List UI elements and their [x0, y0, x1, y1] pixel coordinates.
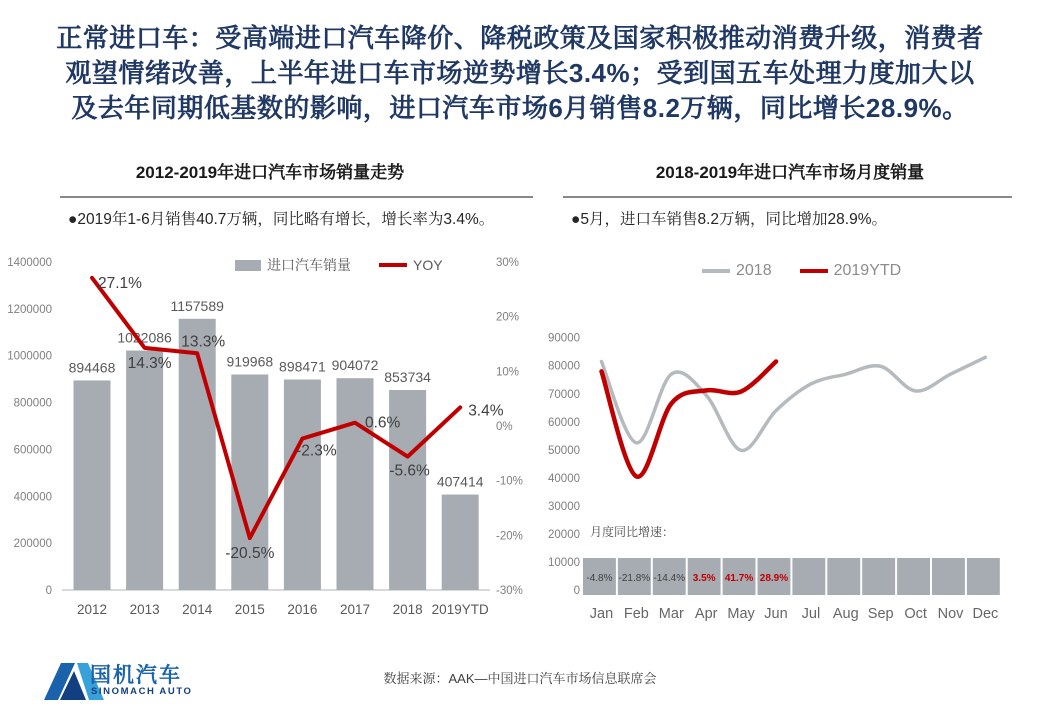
growth-row-label: 月度同比增速： [590, 525, 675, 539]
svg-text:10000: 10000 [548, 556, 580, 569]
svg-text:3.4%: 3.4% [468, 402, 504, 420]
svg-text:Feb: Feb [623, 606, 649, 622]
svg-text:2018: 2018 [392, 602, 423, 617]
growth-box [862, 558, 895, 595]
svg-text:Oct: Oct [904, 606, 927, 622]
headline-line-2: 观望情绪改善，上半年进口车市场逆势增长3.4%；受到国五车处理力度加大以 [65, 58, 975, 88]
svg-text:30%: 30% [496, 257, 520, 269]
svg-text:1022086: 1022086 [117, 329, 172, 346]
data-source-text: 数据来源：AAK—中国进口汽车市场信息联席会 [383, 671, 657, 686]
svg-text:-20.5%: -20.5% [225, 545, 275, 563]
monthly-sales-chart [540, 240, 1040, 630]
svg-text:14.3%: 14.3% [127, 354, 172, 372]
title-divider [60, 196, 533, 198]
svg-text:2015: 2015 [234, 602, 265, 617]
svg-text:-21.8%: -21.8% [618, 573, 651, 584]
svg-text:Mar: Mar [658, 606, 684, 622]
y-axis-ticks [548, 333, 580, 597]
svg-text:40000: 40000 [548, 472, 580, 485]
svg-text:-30%: -30% [496, 585, 523, 598]
svg-text:70000: 70000 [548, 388, 580, 401]
sales-trend-section [0, 150, 540, 635]
logo-name-en: SINOMACH AUTO [91, 686, 193, 697]
svg-text:-20%: -20% [496, 530, 523, 543]
svg-text:90000: 90000 [548, 332, 580, 345]
svg-text:Aug: Aug [832, 606, 859, 622]
svg-text:-5.6%: -5.6% [389, 462, 430, 480]
svg-text:-2.3%: -2.3% [296, 442, 337, 460]
svg-text:28.9%: 28.9% [759, 573, 789, 584]
svg-text:Jul: Jul [801, 606, 821, 622]
month-labels [590, 606, 998, 622]
growth-box [792, 558, 825, 595]
growth-box [827, 558, 860, 595]
svg-text:-10%: -10% [496, 475, 523, 488]
svg-text:41.7%: 41.7% [724, 573, 754, 584]
svg-text:3.5%: 3.5% [692, 573, 716, 584]
x-axis-labels [77, 602, 489, 617]
svg-text:10%: 10% [496, 366, 520, 379]
svg-text:Jan: Jan [589, 606, 614, 622]
sales-trend-chart [0, 240, 540, 630]
svg-text:2012: 2012 [76, 602, 108, 617]
svg-text:919968: 919968 [226, 353, 274, 370]
svg-text:30000: 30000 [548, 500, 580, 513]
svg-text:904072: 904072 [331, 357, 379, 374]
svg-text:2019YTD: 2019YTD [431, 602, 489, 617]
svg-text:50000: 50000 [548, 444, 580, 457]
monthly-sales-title: 2018-2019年进口汽车市场月度销量 [655, 163, 925, 182]
headline [40, 21, 1000, 126]
svg-text:600000: 600000 [13, 444, 52, 457]
svg-text:407414: 407414 [436, 473, 484, 490]
sales-bar [126, 351, 163, 590]
series-2019-label: 2019YTD [833, 262, 902, 279]
svg-text:1400000: 1400000 [7, 257, 52, 269]
svg-text:20000: 20000 [548, 528, 580, 541]
bar-series-label: 进口汽车销量 [267, 257, 351, 273]
svg-text:Sep: Sep [867, 606, 894, 622]
svg-text:894468: 894468 [68, 359, 116, 376]
svg-text:60000: 60000 [548, 416, 580, 429]
title-divider [563, 196, 1012, 198]
svg-text:800000: 800000 [13, 397, 52, 410]
svg-text:20%: 20% [496, 311, 520, 324]
svg-text:Apr: Apr [694, 606, 718, 622]
headline-line-3: 及去年同期低基数的影响，进口汽车市场6月销售8.2万辆，同比增长28.9%。 [71, 93, 969, 123]
growth-box [967, 558, 1000, 595]
svg-text:May: May [727, 606, 755, 622]
svg-text:0: 0 [573, 584, 580, 597]
series-2018-label: 2018 [736, 262, 772, 279]
sales-trend-title: 2012-2019年进口汽车市场销量走势 [135, 163, 405, 182]
svg-text:1200000: 1200000 [7, 303, 52, 316]
growth-box [932, 558, 965, 595]
growth-box [897, 558, 930, 595]
svg-text:Nov: Nov [937, 606, 964, 622]
svg-text:0%: 0% [496, 421, 513, 434]
monthly-sales-section [540, 150, 1040, 635]
svg-text:-4.8%: -4.8% [586, 573, 613, 584]
logo-name-cn: 国机汽车 [90, 664, 182, 687]
svg-text:898471: 898471 [279, 358, 326, 375]
headline-line-1: 正常进口车：受高端进口汽车降价、降税政策及国家积极推动消费升级，消费者 [56, 23, 984, 53]
svg-text:Dec: Dec [972, 606, 999, 622]
svg-text:2014: 2014 [182, 602, 213, 617]
svg-text:-14.4%: -14.4% [653, 573, 686, 584]
sales-trend-bullet: ●2019年1-6月销售40.7万辆，同比略有增长，增长率为3.4%。 [68, 211, 495, 228]
right-axis-ticks [496, 257, 523, 597]
svg-text:Jun: Jun [764, 606, 788, 622]
svg-text:1000000: 1000000 [7, 350, 52, 363]
svg-text:400000: 400000 [13, 491, 52, 504]
svg-text:0.6%: 0.6% [365, 414, 401, 432]
svg-text:853734: 853734 [384, 368, 431, 385]
sales-bar [74, 380, 111, 590]
monthly-sales-bullet: ●5月，进口车销售8.2万辆，同比增加28.9%。 [571, 211, 887, 228]
sales-bar [442, 495, 479, 590]
svg-text:80000: 80000 [548, 360, 580, 373]
left-axis-ticks [7, 257, 52, 597]
svg-text:200000: 200000 [13, 538, 52, 551]
svg-text:2013: 2013 [129, 602, 160, 617]
svg-text:1157589: 1157589 [170, 297, 224, 314]
svg-text:2016: 2016 [287, 602, 318, 617]
svg-text:0: 0 [45, 584, 52, 597]
yoy-series-label: YOY [413, 257, 443, 273]
svg-text:27.1%: 27.1% [98, 274, 142, 292]
sales-bar [337, 378, 374, 590]
svg-text:13.3%: 13.3% [181, 333, 226, 351]
svg-text:2017: 2017 [339, 602, 371, 617]
sales-bar [284, 380, 321, 590]
